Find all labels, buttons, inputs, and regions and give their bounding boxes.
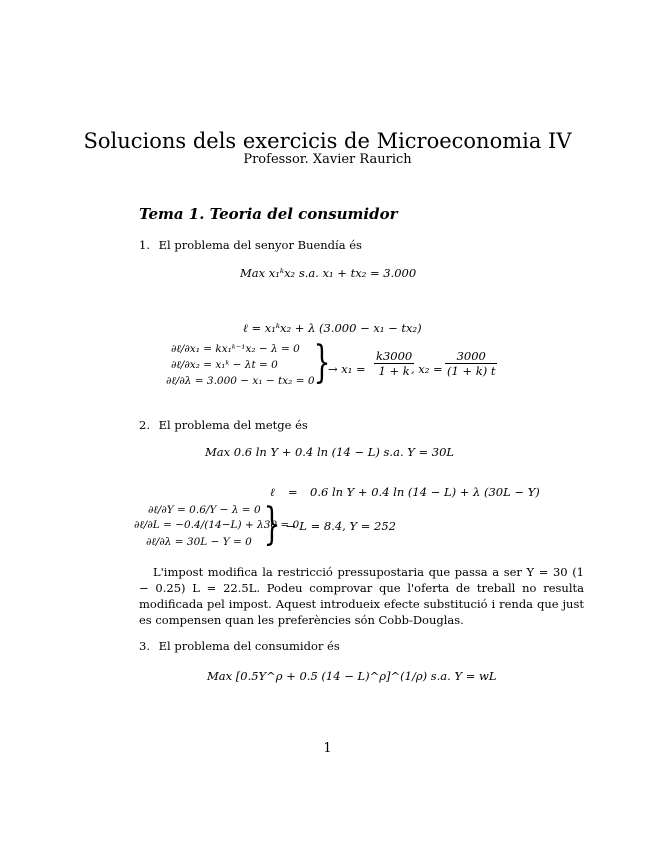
equation-solution-x1-label: → x₁ = [328, 362, 366, 376]
fraction-denominator: 1 + k [378, 364, 410, 378]
item-text: El problema del senyor Buendía és [158, 238, 362, 252]
list-item [139, 639, 340, 653]
item-number: 3. [139, 639, 150, 653]
fraction-denominator: (1 + k) t [447, 364, 496, 378]
document-title: Solucions dels exercicis de Microeconomia IV [83, 129, 572, 153]
equation-foc-1: ∂ℓ/∂Y = 0.6/Y − λ = 0 [148, 504, 261, 516]
right-brace-icon: } [313, 337, 331, 388]
section-title: Tema 1. Teoria del consumidor [139, 205, 398, 223]
item-number: 1. [139, 238, 150, 252]
equation-solution-2: → L = 8.4, Y = 252 [286, 519, 396, 533]
equation-max-3: Max [0.5Y^ρ + 0.5 (14 − L)^ρ]^(1/ρ) s.a. Y = wL [207, 669, 497, 683]
paragraph-tax: L'impost modifica la restricció pressupostaria que passa a ser Y = 30 (1 − 0.25) L = 22.5L. Podeu comprovar que l'oferta de treball no resulta modificada pel impost. Aquest introdueix efecte substitució i renda que just es compensen quan les preferències són Cobb-Douglas. [139, 565, 584, 627]
equation-solution-x2-label: , x₂ = [411, 362, 443, 376]
list-item [139, 238, 362, 252]
equation-lagrangian-2-equals: = [288, 485, 298, 499]
equation-max-2: Max 0.6 ln Y + 0.4 ln (14 − L) s.a. Y = 30L [205, 445, 455, 459]
fraction-numerator: 3000 [445, 349, 497, 364]
equation-foc-3: ∂ℓ/∂λ = 3.000 − x₁ − tx₂ = 0 [166, 375, 315, 387]
item-text: El problema del consumidor és [158, 639, 340, 653]
fraction-numerator: k3000 [376, 349, 413, 363]
equation-solution-x1-frac [374, 349, 414, 378]
equation-lagrangian-1: ℓ = x₁ᵏx₂ + λ (3.000 − x₁ − tx₂) [243, 321, 422, 335]
equation-solution-x2-frac [445, 349, 497, 378]
equation-lagrangian-2-right: 0.6 ln Y + 0.4 ln (14 − L) + λ (30L − Y) [310, 485, 540, 499]
right-brace-icon: } [263, 499, 281, 550]
item-number: 2. [139, 418, 150, 432]
equation-foc-2: ∂ℓ/∂L = −0.4/(14−L) + λ30 = 0 [134, 519, 300, 531]
equation-lagrangian-2-left: ℓ [270, 485, 275, 499]
equation-foc-3: ∂ℓ/∂λ = 30L − Y = 0 [146, 536, 252, 548]
equation-foc-1: ∂ℓ/∂x₁ = kx₁ᵏ⁻¹x₂ − λ = 0 [171, 343, 300, 355]
item-text: El problema del metge és [158, 418, 308, 432]
equation-foc-2: ∂ℓ/∂x₂ = x₁ᵏ − λt = 0 [171, 359, 278, 371]
page-number: 1 [323, 741, 332, 756]
list-item [139, 418, 308, 432]
document-subtitle: Professor. Xavier Raurich [243, 152, 412, 167]
equation-max-1: Max x₁ᵏx₂ s.a. x₁ + tx₂ = 3.000 [240, 266, 417, 280]
